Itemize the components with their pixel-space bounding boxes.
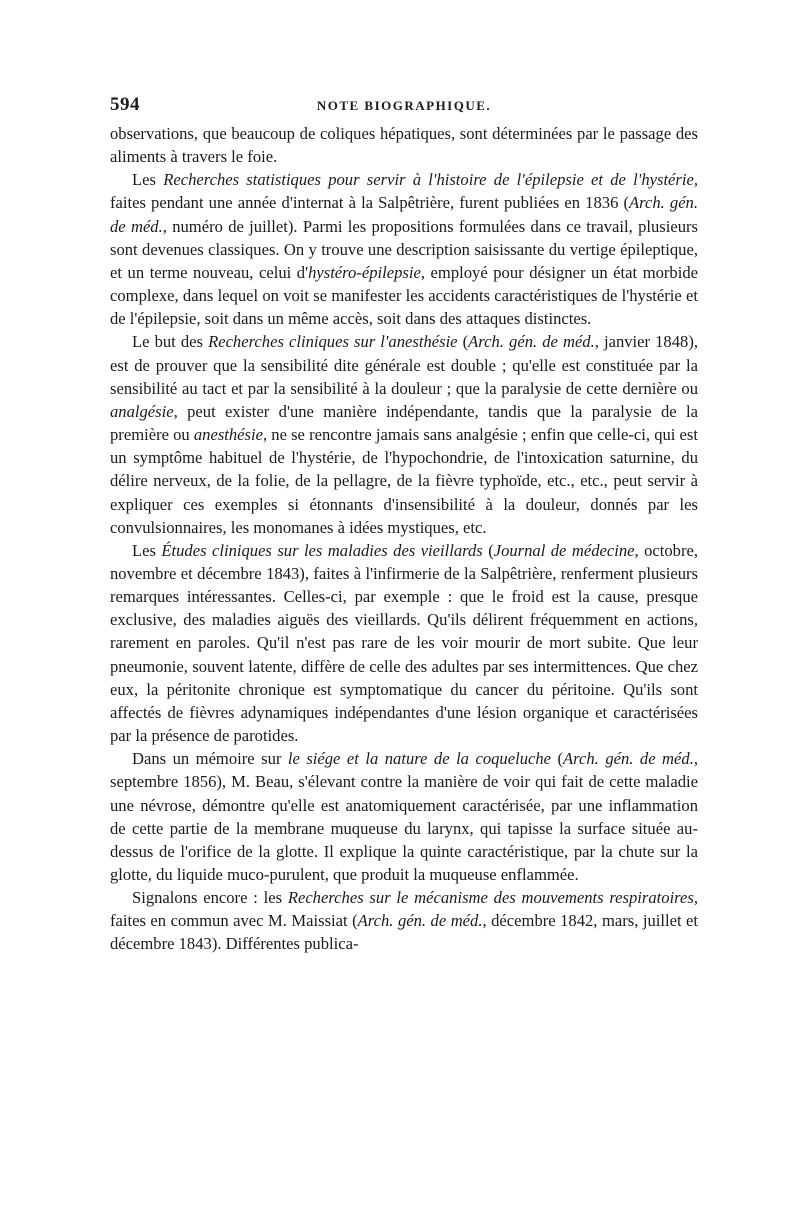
italic-text: Arch. gén. de méd. bbox=[468, 332, 595, 352]
text-run: Le but des bbox=[132, 332, 209, 352]
text-run: , ne se rencontre jamais sans analgésie ; enfin que celle-ci, qui est un symptôme habituel de l'hystérie, de l'hypochondrie, de l'intoxication saturnine, du délire nerveux, de la folie, de la pellagre, de la fièvre typhoïde, etc., etc., peut servir à expliquer ces exemples si étonnants d'insensibilité à la douleur, donnés par les convulsionnaires, les monomanes à idées mystiques, etc. bbox=[110, 425, 698, 537]
italic-text: Recherches sur le mécanisme des mouvements respiratoires bbox=[287, 888, 694, 908]
text-run: , employé pour désigner un état morbide complexe, dans lequel on voit se manifester les accidents caractéristiques de l'hystérie et de l'épilepsie, soit dans un même accès, soit dans des attaques distinctes. bbox=[110, 262, 698, 329]
italic-text: Arch. gén. de méd. bbox=[563, 749, 694, 769]
text-run: , septembre 1856), M. Beau, s'élevant contre la manière de voir qui fait de cette maladie une névrose, démontre qu'elle est anatomiquement caractérisée, par une inflammation de cette partie de la membrane muqueuse du larynx, qui tapisse la surface située au-dessus de l'orifice de la glotte. Il explique la quinte caractéristique, par la chute sur la glotte, du liquide muco-purulent, que produit la muqueuse enflammée. bbox=[110, 749, 698, 884]
italic-text: Recherches cliniques sur l'anesthésie bbox=[208, 332, 458, 352]
running-head: NOTE BIOGRAPHIQUE. bbox=[316, 98, 492, 113]
text-run: , numéro de juillet). Parmi les propositions formulées dans ce travail, plusieurs sont devenues classiques. On y trouve une description saisissante du vertige épileptique, et un terme nouveau, celui d' bbox=[110, 216, 699, 282]
text-run: Signalons encore : les bbox=[132, 888, 288, 908]
italic-text: Arch. gén. de méd. bbox=[110, 193, 699, 236]
italic-text: Recherches statistiques pour servir à l'histoire de l'épilepsie et de l'hystérie bbox=[163, 170, 694, 190]
italic-text: le siége et la nature de la coqueluche bbox=[287, 749, 552, 769]
text-run: , décembre 1842, mars, juillet et décembre 1843). Différentes publica- bbox=[110, 911, 699, 954]
paragraph bbox=[110, 747, 698, 886]
text-run: ( bbox=[482, 540, 494, 560]
italic-text: Arch. gén. de méd. bbox=[357, 911, 483, 931]
text-run: , janvier 1848), est de prouver que la sensibilité dite générale est double ; qu'elle est constituée par la sensibilité au tact et par la sensibilité à la douleur ; que la paralysie de cette dernière ou bbox=[110, 332, 698, 398]
page-header bbox=[110, 94, 698, 118]
text-run: , faites pendant une année d'internat à la Salpêtrière, furent publiées en 1836 ( bbox=[110, 170, 699, 213]
italic-text: analgésie bbox=[110, 401, 174, 421]
text-run: ( bbox=[457, 332, 469, 352]
text-run: Les bbox=[132, 170, 164, 190]
page-number: 594 bbox=[110, 94, 140, 115]
italic-text: Études cliniques sur les maladies des vieillards bbox=[161, 540, 483, 560]
italic-text: anesthésie bbox=[193, 425, 263, 445]
paragraph bbox=[110, 539, 698, 747]
text-run: , octobre, novembre et décembre 1843), faites à l'infirmerie de la Salpêtrière, renferment plusieurs remarques intéressantes. Celles-ci, par exemple : que le froid est la cause, presque exclusive, des maladies aiguës des vieillards. Qu'ils délirent fréquemment en actions, rarement en paroles. Qu'il n'est pas rare de les voir mourir de mort subite. Que leur pneumonie, souvent latente, diffère de celle des adultes par ses intermittences. Que chez eux, la péritonite chronique est symptomatique du cancer du péritoine. Qu'ils sont affectés de fièvres adynamiques indépendantes d'une lésion organique et caractérisées par la présence de parotides. bbox=[110, 540, 698, 746]
text-run: observations, que beaucoup de coliques hépatiques, sont déterminées par le passage des aliments à travers le foie. bbox=[110, 124, 698, 167]
paragraph bbox=[110, 886, 698, 955]
body-text bbox=[110, 122, 698, 956]
paragraph bbox=[110, 122, 698, 168]
italic-text: Journal de médecine bbox=[493, 540, 635, 560]
text-run: , peut exister d'une manière indépendante, tandis que la paralysie de la première ou bbox=[110, 401, 698, 445]
paragraph bbox=[110, 168, 698, 330]
paragraph bbox=[110, 330, 698, 538]
text-run: Dans un mémoire sur bbox=[132, 749, 288, 769]
text-run: ( bbox=[551, 749, 564, 769]
italic-text: hystéro-épilepsie bbox=[308, 262, 421, 282]
text-run: Les bbox=[132, 540, 162, 560]
text-run: , faites en commun avec M. Maissiat ( bbox=[110, 888, 699, 931]
